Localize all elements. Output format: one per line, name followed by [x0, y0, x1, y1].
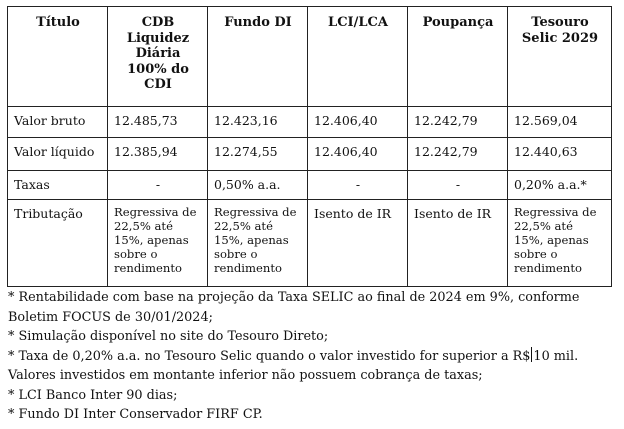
table-cell: Isento de IR — [308, 200, 408, 287]
header-cell-tesouro-selic: Tesouro Selic 2029 — [508, 7, 612, 107]
row-label-tributacao: Tributação — [8, 200, 108, 287]
table-cell: 0,20% a.a.* — [508, 171, 612, 200]
footnote: * LCI Banco Inter 90 dias; — [8, 387, 178, 403]
comparison-table — [7, 6, 612, 287]
footnote: * Simulação disponível no site do Tesouro Direto; — [8, 329, 329, 344]
table-cell: 12.406,40 — [308, 138, 408, 171]
table-cell: 12.274,55 — [208, 138, 308, 171]
table-cell: Regressiva de 22,5% até 15%, apenas sobre o rendimento — [108, 200, 208, 287]
header-cell-title: Título — [8, 7, 108, 107]
table-cell: 12.485,73 — [108, 107, 208, 138]
table-cell: - — [308, 171, 408, 200]
footnote — [8, 347, 618, 386]
footnote: * Fundo DI Inter Conservador FIRF CP. — [8, 407, 263, 422]
table-cell: 12.385,94 — [108, 138, 208, 171]
table-row — [8, 138, 612, 171]
table-cell: 12.440,63 — [508, 138, 612, 171]
row-label-valor-bruto: Valor bruto — [8, 107, 108, 138]
table-row — [8, 171, 612, 200]
table-cell: 12.242,79 — [408, 107, 508, 138]
footnote: * Rentabilidade com base na projeção da Taxa SELIC ao final de 2024 em 9%, conforme Boletim FOCUS de 30/01/2024; — [8, 290, 580, 325]
footnotes — [7, 288, 618, 425]
header-cell-poupanca: Poupança — [408, 7, 508, 107]
table-cell: Regressiva de 22,5% até 15%, apenas sobre o rendimento — [508, 200, 612, 287]
header-cell-lci-lca: LCI/LCA — [308, 7, 408, 107]
table-cell: 12.406,40 — [308, 107, 408, 138]
row-label-valor-liquido: Valor líquido — [8, 138, 108, 171]
table-row — [8, 107, 612, 138]
footnote-text: * Taxa de 0,20% a.a. no Tesouro Selic quando o valor investido for superior a R$ — [8, 348, 531, 364]
table-header-row — [8, 7, 612, 107]
table-cell: Regressiva de 22,5% até 15%, apenas sobre o rendimento — [208, 200, 308, 287]
table-row — [8, 200, 612, 287]
footnote-text: 10 mil. Valores investidos em montante inferior não possuem cobrança de taxas; — [8, 348, 579, 383]
table-cell: 12.242,79 — [408, 138, 508, 171]
table-cell: 12.423,16 — [208, 107, 308, 138]
header-cell-fundo-di: Fundo DI — [208, 7, 308, 107]
header-cell-cdb: CDB Liquidez Diária 100% do CDI — [108, 7, 208, 107]
document — [7, 6, 617, 425]
table-cell: - — [408, 171, 508, 200]
table-cell: 0,50% a.a. — [208, 171, 308, 200]
table-cell: - — [108, 171, 208, 200]
table-cell: 12.569,04 — [508, 107, 612, 138]
table-cell: Isento de IR — [408, 200, 508, 287]
row-label-taxas: Taxas — [8, 171, 108, 200]
